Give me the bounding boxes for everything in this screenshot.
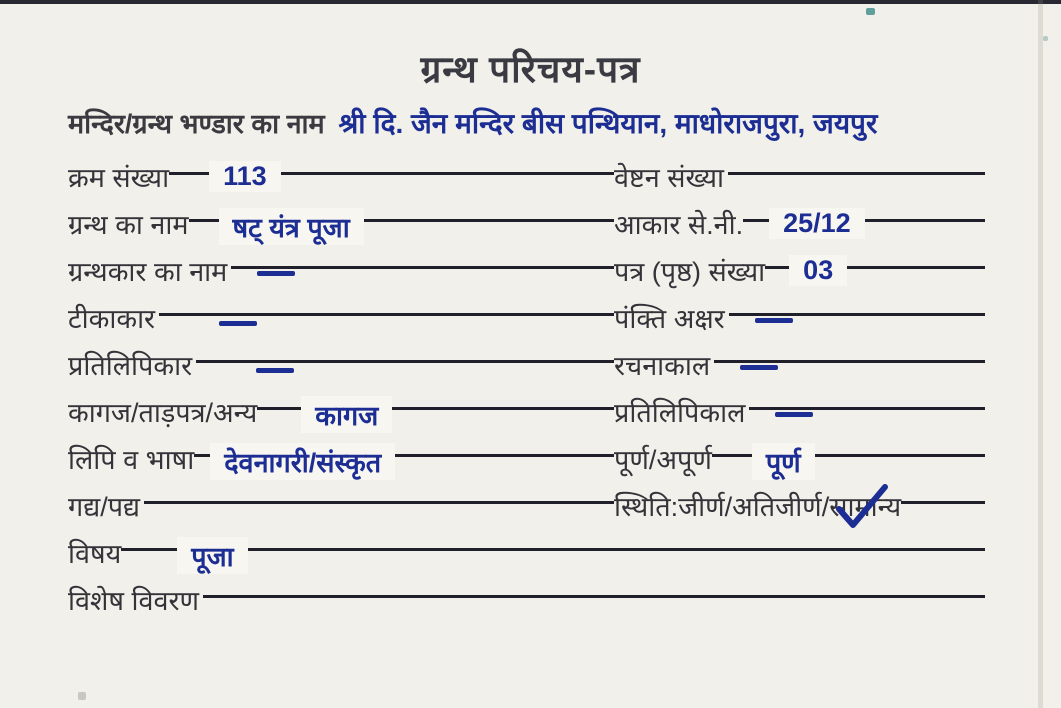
- field-label: क्रम संख्या: [68, 163, 170, 193]
- rule-line: [194, 454, 210, 457]
- rule-line: [231, 266, 614, 269]
- field-label: विशेष विवरण: [68, 586, 200, 616]
- field-row: [68, 346, 985, 393]
- field-label: पूर्ण/अपूर्ण: [614, 445, 712, 475]
- field-row: [68, 534, 985, 581]
- rule-line: [121, 548, 177, 551]
- field-row: [68, 205, 985, 252]
- rule-line: [144, 501, 614, 504]
- field-value: कागज: [301, 396, 392, 433]
- field-special-details: [68, 581, 985, 628]
- temple-name-value: श्री दि. जैन मन्दिर बीस पन्थियान, माधोराजपुरा, जयपुर: [338, 108, 878, 139]
- field-label: कागज/ताड़पत्र/अन्य: [68, 398, 258, 428]
- field-value-dash: [219, 321, 257, 326]
- field-row: [68, 487, 985, 534]
- rule-line: [196, 360, 614, 363]
- rule-line: [743, 219, 769, 222]
- field-label: पत्र (पृष्ठ) संख्या: [614, 257, 766, 287]
- scan-speck: [78, 692, 86, 700]
- field-value-dash: [256, 368, 294, 373]
- field-value-dash: [755, 318, 793, 323]
- rule-line: [257, 407, 301, 410]
- rule-line: [364, 219, 614, 222]
- field-page-count: [614, 252, 985, 299]
- rule-line: [728, 172, 985, 175]
- rule-line: [248, 548, 985, 551]
- field-prose-verse: [68, 487, 614, 534]
- field-serial-number: [68, 158, 614, 205]
- rule-line: [865, 219, 985, 222]
- field-value-dash: [740, 365, 778, 370]
- field-value: 113: [209, 161, 281, 192]
- field-completeness: [614, 440, 985, 487]
- field-copyist: [68, 346, 614, 393]
- rule-line: [203, 595, 985, 598]
- field-value-dash: [257, 271, 295, 276]
- page-title: ग्रन्थ परिचय-पत्र: [420, 49, 641, 90]
- field-script-language: [68, 440, 614, 487]
- rule-line: [159, 313, 614, 316]
- scan-speck: [1043, 36, 1048, 41]
- field-copy-date: [614, 393, 985, 440]
- scan-edge-right: [1038, 0, 1043, 708]
- rule-line: [169, 172, 209, 175]
- field-row: [68, 393, 985, 440]
- rule-line: [712, 454, 752, 457]
- rule-line: [281, 172, 614, 175]
- field-value: पूजा: [177, 537, 247, 574]
- field-label: विषय: [68, 539, 122, 569]
- field-value: पूर्ण: [752, 443, 815, 480]
- field-material: [68, 393, 614, 440]
- field-label: रचनाकाल: [614, 351, 711, 381]
- scan-edge-top: [0, 0, 1061, 4]
- rule-line: [847, 266, 985, 269]
- rule-line: [901, 501, 985, 504]
- field-label: लिपि व भाषा: [68, 445, 195, 475]
- field-composition-date: [614, 346, 985, 393]
- temple-name-line: [68, 104, 1021, 144]
- field-value: षट् यंत्र पूजा: [219, 208, 364, 245]
- field-row: [68, 299, 985, 346]
- field-label: वेष्टन संख्या: [614, 163, 724, 193]
- rule-line: [189, 219, 219, 222]
- rule-line: [392, 407, 614, 410]
- rule-line: [765, 266, 789, 269]
- rule-line: [729, 313, 985, 316]
- rule-line: [714, 360, 985, 363]
- field-row: [68, 158, 985, 205]
- field-lines-letters: [614, 299, 985, 346]
- temple-name-label: मन्दिर/ग्रन्थ भण्डार का नाम: [68, 109, 325, 139]
- field-author-name: [68, 252, 614, 299]
- field-label: आकार से.नी.: [614, 210, 744, 240]
- field-book-name: [68, 205, 614, 252]
- checkmark-icon: [833, 483, 891, 533]
- field-grid: [68, 158, 985, 628]
- field-label: पंक्ति अक्षर: [614, 304, 725, 334]
- field-label: गद्य/पद्य: [68, 492, 141, 522]
- condition-label-prefix: स्थिति:जीर्ण/अतिजीर्ण/: [614, 492, 830, 522]
- field-value: 03: [789, 255, 847, 286]
- rule-line: [815, 454, 985, 457]
- field-label: ग्रन्थकार का नाम: [68, 257, 228, 287]
- field-size-cm: [614, 205, 985, 252]
- field-label: प्रतिलिपिकार: [68, 351, 193, 381]
- scan-speck: [866, 8, 875, 15]
- field-bundle-number: [614, 158, 985, 205]
- rule-line: [395, 454, 614, 457]
- field-row: [68, 440, 985, 487]
- field-label: टीकाकार: [68, 304, 156, 334]
- field-value: देवनागरी/संस्कृत: [210, 443, 395, 480]
- field-subject: [68, 534, 985, 581]
- rule-line: [749, 407, 985, 410]
- condition-checked-option: सामान्य: [829, 487, 901, 527]
- field-label: ग्रन्थ का नाम: [68, 210, 189, 240]
- field-row: [68, 581, 985, 628]
- field-condition: [614, 487, 985, 534]
- field-label: प्रतिलिपिकाल: [614, 398, 746, 428]
- field-value-dash: [775, 412, 813, 417]
- field-commentator: [68, 299, 614, 346]
- field-value: 25/12: [769, 208, 865, 239]
- field-row: [68, 252, 985, 299]
